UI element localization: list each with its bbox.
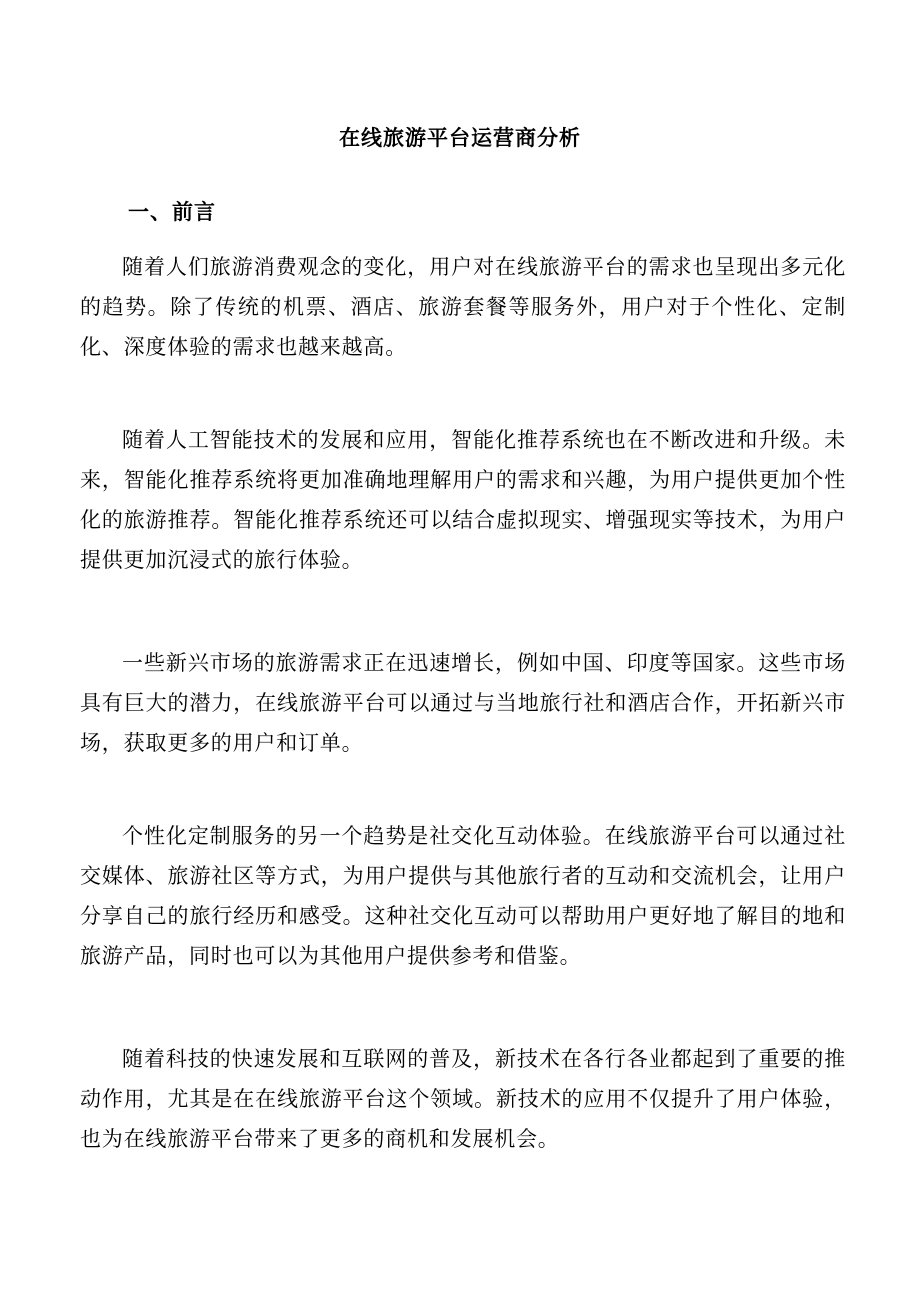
document-title: 在线旅游平台运营商分析 — [339, 125, 581, 150]
section-heading-preface: 一、前言 — [128, 199, 216, 224]
paragraph: 随着人工智能技术的发展和应用，智能化推荐系统也在不断改进和升级。未来，智能化推荐系统将更加准确地理解用户的需求和兴趣，为用户提供更加个性化的旅游推荐。智能化推荐系统还可以结合虚拟现实、增强现实等技术，为用户提供更加沉浸式的旅行体验。 — [80, 428, 846, 572]
paragraph: 随着科技的快速发展和互联网的普及，新技术在各行各业都起到了重要的推动作用，尤其是在在线旅游平台这个领域。新技术的应用不仅提升了用户体验，也为在线旅游平台带来了更多的商机和发展机会。 — [80, 1047, 846, 1151]
paragraph: 随着人们旅游消费观念的变化，用户对在线旅游平台的需求也呈现出多元化的趋势。除了传统的机票、酒店、旅游套餐等服务外，用户对于个性化、定制化、深度体验的需求也越来越高。 — [80, 255, 846, 359]
paragraph: 一些新兴市场的旅游需求正在迅速增长，例如中国、印度等国家。这些市场具有巨大的潜力，在线旅游平台可以通过与当地旅行社和酒店合作，开拓新兴市场，获取更多的用户和订单。 — [80, 651, 846, 755]
paragraph: 个性化定制服务的另一个趋势是社交化互动体验。在线旅游平台可以通过社交媒体、旅游社区等方式，为用户提供与其他旅行者的互动和交流机会，让用户分享自己的旅行经历和感受。这种社交化互动可以帮助用户更好地了解目的地和旅游产品，同时也可以为其他用户提供参考和借鉴。 — [80, 824, 846, 968]
